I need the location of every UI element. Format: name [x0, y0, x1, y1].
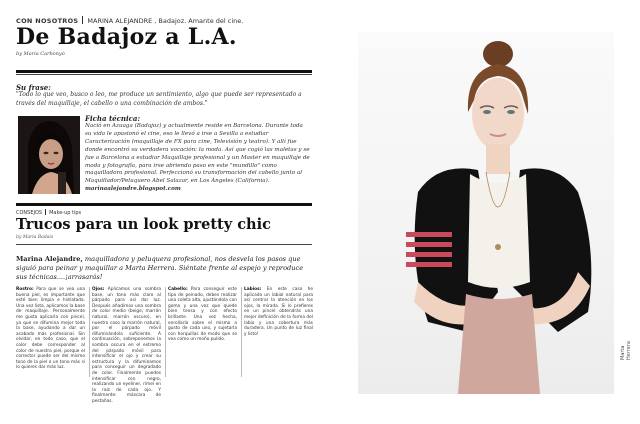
column-label: Rostro:: [16, 287, 34, 292]
column-text: Aplicamos una sombra base, un tono más claro al párpado para así dar luz. Después añadimos una sombra de color medio (beige, marrón natural, marrón oscuro), en nuestro caso la marrón natural, por el párpado móvil difuminándola suficiente. A continuación, sobreponemos la sombra oscura en el extremo del párpado móvil para intensificar el ojo y crear su estructura y la difuminamos para conseguir un degradado de color. Finalmente puedes intensificar con negro, realizando un eyeliner, rímel en la raíz de cada ojo. Y finalmente: máscara de pestañas.: [92, 287, 161, 404]
blog-link[interactable]: marinaalejandre.blogspot.com: [85, 186, 181, 193]
photo-credit: Marta Herrera: [620, 341, 632, 360]
column-label: Labios:: [244, 287, 262, 292]
model-photo: [358, 32, 614, 394]
rule-top-thin: [16, 74, 312, 75]
tips-section-header: [16, 209, 81, 216]
column-ojos: [92, 287, 161, 404]
column-divider: [241, 287, 242, 377]
su-frase-heading: Su frase:: [16, 83, 51, 92]
rule-top: [16, 70, 312, 73]
divider: [45, 209, 46, 215]
tips-title: Trucos para un look pretty chic: [16, 216, 271, 233]
intro-name: Marina Alejandre,: [16, 255, 83, 263]
model-illustration: [358, 32, 614, 394]
section-label: CON NOSOTROS: [16, 17, 79, 25]
column-text: Para que se vea una buena piel, es importante que esté bien limpia e hidratada. Una vez lista, aplicamos la base de maquillaje. Personalmente me gusta aplicarla con pincel, ya que se difumina mejor toda la base, ayudando a dar un acabado más profesional. Sin olvidar, en todo caso, que el color debe corresponder al color de nuestra piel, porque el corrector puede ser del mismo tono de la piel o un tono más si lo quieres dar más luz.: [16, 287, 85, 371]
column-label: Cabello:: [168, 287, 188, 292]
tips-byline: by Maria Badais: [16, 235, 54, 240]
column-label: Ojos:: [92, 287, 105, 292]
column-divider: [89, 287, 90, 377]
tips-columns: [16, 287, 313, 404]
ficha-body: Nació en Azuaga (Badajoz) y actualmente reside en Barcelona. Durante toda su vida le apasionó el cine, eso le llevó a irse a Sevilla a estudiar Caracterización (maquillaje de FX para cine, Televisión y teatro). Y allí fue donde encontró su verdadera vocación: la moda. Así que cogió las maletas y se fue a Barcelona a estudiar Maquillaje profesional y un Master en maquillaje de moda y fotografía, para irse abriendo paso en este "mundillo" como maquilladora profesional. Perfeccionó su transformación del cabello junto al Maquillador/Peluquero Abel Salazar, en Los Ángeles (California).: [85, 123, 310, 185]
ficha-text: [85, 123, 311, 194]
tips-section-label: CONSEJOS: [16, 210, 43, 216]
ficha-heading: Ficha técnica:: [85, 114, 141, 123]
tips-intro: [16, 255, 312, 282]
column-cabello: [168, 287, 237, 343]
su-frase-text: "Todo lo que veo, busco o leo, me produce un sentimiento, algo que puede ser representado a través del maquillaje, el cabello o una combinación de ambos.": [16, 91, 302, 107]
column-text: Para conseguir este tipo de peinado, debes realizar una coleta alta, ajustándola con goma y una vez que quede bien tensa y con efecto brillante. Una vez hecha, enrollarla sobre el mismo a gusto de cada uno, y sujetarla con horquillas de modo que se vea como un moño pulido.: [168, 287, 237, 343]
right-page: [320, 0, 640, 424]
column-text: En este caso he aplicado un labial natural para así centrar la atención en los ojos, la mirada. Si lo prefieres en un pincel obtendrás una mejor definición de la forma del labio y una cobertura más duradera. Un punto de luz final y listo!: [244, 287, 313, 337]
intro-text: maquilladora y peluquera profesional, nos desvela los pasos que siguió para peinar y maquillar a Marta Herrera. Siéntate frente al espejo y reproduce sus técnicas....¡arrasarás!: [16, 255, 304, 281]
column-labios: [244, 287, 313, 337]
column-rostro: [16, 287, 85, 371]
section-kicker: MARINA ALEJANDRE , Badajoz. Amante del cine.: [87, 17, 244, 25]
article-title: De Badajoz a L.A.: [16, 24, 237, 50]
column-divider: [165, 287, 166, 377]
portrait-photo: [18, 116, 80, 194]
tips-kicker: Make-up tips: [49, 210, 82, 216]
byline: by Maria Carbonyó: [16, 51, 65, 57]
rule-under-tips: [16, 244, 312, 245]
divider: [82, 16, 83, 24]
rule-middle: [16, 203, 312, 206]
portrait-illustration: [18, 116, 80, 194]
